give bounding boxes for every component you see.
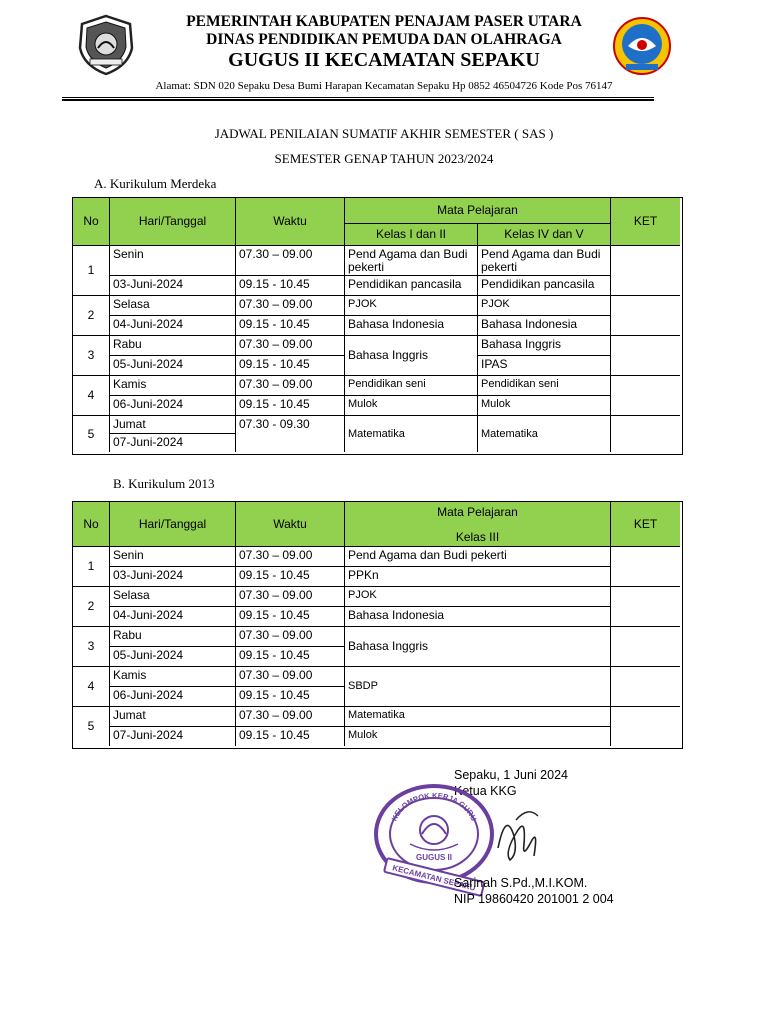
row-5-day: Jumat <box>109 706 235 726</box>
row-1-no: 1 <box>73 546 109 586</box>
row-4-date: 06-Juni-2024 <box>109 395 235 415</box>
header-mata-pelajaran: Mata Pelajaran <box>344 198 610 223</box>
row-3-no: 3 <box>73 335 109 375</box>
row-5-ket <box>610 706 680 746</box>
row-5-day: Jumat <box>109 415 235 433</box>
handwritten-signature-icon <box>488 800 548 870</box>
row-3-day: Rabu <box>109 335 235 355</box>
row-5-ket <box>610 415 680 452</box>
row-3-no: 3 <box>73 626 109 666</box>
schedule-table-k13 <box>72 501 683 749</box>
row-5-subject-b: Mulok <box>344 726 610 746</box>
row-4-day: Kamis <box>109 666 235 686</box>
row-4-time-b: 09.15 - 10.45 <box>235 395 344 415</box>
row-2-date: 04-Juni-2024 <box>109 606 235 626</box>
row-2-day: Selasa <box>109 586 235 606</box>
stamp-bottom-text: KECAMATAN SEPAKU <box>391 863 477 893</box>
row-4-k1-subject-b: Mulok <box>344 395 477 415</box>
signatory-nip: NIP 19860420 201001 2 004 <box>454 892 614 906</box>
row-2-ket <box>610 586 680 626</box>
row-5-k1-subject: Matematika <box>344 415 477 452</box>
row-4-ket <box>610 666 680 706</box>
row-1-date: 03-Juni-2024 <box>109 566 235 586</box>
row-1-k2-subject-a: Pend Agama dan Budi pekerti <box>477 245 610 275</box>
row-3-date: 05-Juni-2024 <box>109 646 235 666</box>
row-2-time-a: 07.30 – 09.00 <box>235 586 344 606</box>
row-1-time-a: 07.30 – 09.00 <box>235 245 344 275</box>
row-2-date: 04-Juni-2024 <box>109 315 235 335</box>
row-4-no: 4 <box>73 666 109 706</box>
row-2-k1-subject-b: Bahasa Indonesia <box>344 315 477 335</box>
row-5-no: 5 <box>73 706 109 746</box>
row-5-k2-subject: Matematika <box>477 415 610 452</box>
row-3-ket <box>610 626 680 666</box>
letterhead-rule-thin <box>62 97 654 98</box>
document-title: JADWAL PENILAIAN SUMATIF AKHIR SEMESTER ( SAS ) <box>214 126 554 141</box>
row-1-subject-a: Pend Agama dan Budi pekerti <box>344 546 610 566</box>
header-waktu: Waktu <box>235 502 344 546</box>
row-5-date: 07-Juni-2024 <box>109 433 235 452</box>
row-1-no: 1 <box>73 245 109 295</box>
row-3-k2-subject-b: IPAS <box>477 355 610 375</box>
row-5-date: 07-Juni-2024 <box>109 726 235 746</box>
row-1-k2-subject-b: Pendidikan pancasila <box>477 275 610 295</box>
row-2-no: 2 <box>73 295 109 335</box>
row-4-time-b: 09.15 - 10.45 <box>235 686 344 706</box>
svg-text:KELOMPOK KERJA GURU <box>390 791 479 822</box>
stamp-top-text: KELOMPOK KERJA GURU <box>389 790 479 823</box>
header-hari-tanggal: Hari/Tanggal <box>109 502 235 546</box>
gugus-logo-icon <box>612 16 672 76</box>
row-2-time-a: 07.30 – 09.00 <box>235 295 344 315</box>
signature-role: Ketua KKG <box>454 784 517 798</box>
row-3-k1-subject: Bahasa Inggris <box>344 335 477 375</box>
document-subtitle: SEMESTER GENAP TAHUN 2023/2024 <box>274 151 494 166</box>
row-3-time-a: 07.30 – 09.00 <box>235 626 344 646</box>
section-b-heading: B. Kurikulum 2013 <box>113 476 215 491</box>
row-2-k1-subject-a: PJOK <box>344 295 477 315</box>
row-5-no: 5 <box>73 415 109 452</box>
header-line-3: GUGUS II KECAMATAN SEPAKU <box>228 49 540 71</box>
row-2-day: Selasa <box>109 295 235 315</box>
header-hari-tanggal: Hari/Tanggal <box>109 198 235 245</box>
row-2-ket <box>610 295 680 335</box>
header-line-2: DINAS PENDIDIKAN PEMUDA DAN OLAHRAGA <box>206 31 562 48</box>
header-waktu: Waktu <box>235 198 344 245</box>
row-3-subject: Bahasa Inggris <box>344 626 610 666</box>
header-line-1: PEMERINTAH KABUPATEN PENAJAM PASER UTARA <box>186 13 582 30</box>
row-1-k1-subject-a: Pend Agama dan Budi pekerti <box>344 245 477 275</box>
signatory-name: Sarinah S.Pd.,M.I.KOM. <box>454 876 588 890</box>
row-4-k2-subject-b: Mulok <box>477 395 610 415</box>
row-4-time-a: 07.30 – 09.00 <box>235 375 344 395</box>
row-3-time-b: 09.15 - 10.45 <box>235 355 344 375</box>
row-2-subject-a: PJOK <box>344 586 610 606</box>
row-1-ket <box>610 245 680 295</box>
header-no: No <box>83 516 99 531</box>
header-kelas-4-5: Kelas IV dan V <box>477 223 610 245</box>
row-3-ket <box>610 335 680 375</box>
row-1-date: 03-Juni-2024 <box>109 275 235 295</box>
section-a-heading: A. Kurikulum Merdeka <box>94 176 217 191</box>
row-4-k1-subject-a: Pendidikan seni <box>344 375 477 395</box>
header-address: Alamat: SDN 020 Sepaku Desa Bumi Harapan Kecamatan Sepaku Hp 0852 46504726 Kode Pos 76147 <box>155 80 613 92</box>
row-2-time-b: 09.15 - 10.45 <box>235 606 344 626</box>
header-mata-pelajaran <box>344 502 610 546</box>
signature-place-date: Sepaku, 1 Juni 2024 <box>454 768 568 782</box>
row-2-k2-subject-a: PJOK <box>477 295 610 315</box>
row-1-ket <box>610 546 680 586</box>
stamp-mid-text: GUGUS II <box>415 853 453 862</box>
row-2-subject-b: Bahasa Indonesia <box>344 606 610 626</box>
row-4-time-a: 07.30 – 09.00 <box>235 666 344 686</box>
row-4-no: 4 <box>73 375 109 415</box>
row-3-k2-subject-a: Bahasa Inggris <box>477 335 610 355</box>
header-ket: KET <box>610 198 680 245</box>
row-5-time-b: 09.15 - 10.45 <box>235 726 344 746</box>
row-3-day: Rabu <box>109 626 235 646</box>
row-1-day: Senin <box>109 546 235 566</box>
row-1-subject-b: PPKn <box>344 566 610 586</box>
row-2-no: 2 <box>73 586 109 626</box>
header-kelas-3: Kelas III <box>455 530 500 544</box>
row-4-k2-subject-a: Pendidikan seni <box>477 375 610 395</box>
row-3-time-a: 07.30 – 09.00 <box>235 335 344 355</box>
header-kelas-1-2: Kelas I dan II <box>344 223 477 245</box>
row-1-time-b: 09.15 - 10.45 <box>235 275 344 295</box>
row-1-k1-subject-b: Pendidikan pancasila <box>344 275 477 295</box>
row-4-ket <box>610 375 680 415</box>
row-4-day: Kamis <box>109 375 235 395</box>
row-4-date: 06-Juni-2024 <box>109 686 235 706</box>
row-2-time-b: 09.15 - 10.45 <box>235 315 344 335</box>
row-1-day: Senin <box>109 245 235 275</box>
row-3-time-b: 09.15 - 10.45 <box>235 646 344 666</box>
header-no: No <box>83 214 99 228</box>
row-5-time-a: 07.30 – 09.00 <box>235 706 344 726</box>
schedule-table-merdeka <box>72 197 683 455</box>
row-4-subject: SBDP <box>344 666 610 706</box>
header-ket: KET <box>610 502 680 546</box>
header-mapel-label: Mata Pelajaran <box>437 505 518 519</box>
row-1-time-a: 07.30 – 09.00 <box>235 546 344 566</box>
row-5-time: 07.30 - 09.30 <box>235 415 344 452</box>
row-3-date: 05-Juni-2024 <box>109 355 235 375</box>
row-2-k2-subject-b: Bahasa Indonesia <box>477 315 610 335</box>
letterhead-rule-thick <box>62 99 654 101</box>
row-5-subject-a: Matematika <box>344 706 610 726</box>
row-1-time-b: 09.15 - 10.45 <box>235 566 344 586</box>
